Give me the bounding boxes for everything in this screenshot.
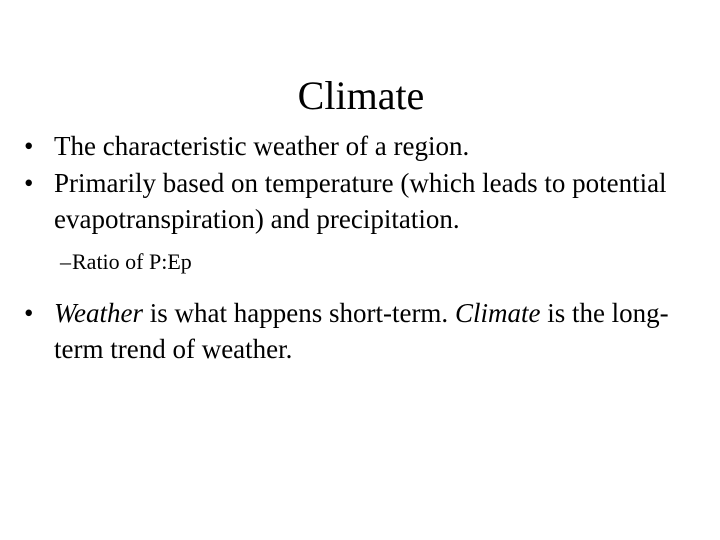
- bullet-text: is the long-term trend of weather.: [54, 298, 669, 364]
- bullet-text: is what happens short-term.: [143, 298, 455, 328]
- bullet-marker: •: [24, 298, 34, 328]
- bullet-marker: •: [24, 131, 34, 161]
- bullet-item: [20, 165, 710, 237]
- bullet-item: [20, 128, 710, 164]
- bullet-marker: •: [24, 168, 34, 198]
- bullet-text-emphasis: Climate: [454, 298, 541, 328]
- bullet-text: Primarily based on temperature (which leads to potential evapotranspiration) and precipitation.: [54, 168, 667, 234]
- slide-title: Climate: [297, 73, 425, 118]
- bullet-item: [20, 295, 710, 367]
- sub-bullet-item: [20, 247, 710, 277]
- bullet-text: The characteristic weather of a region.: [54, 131, 470, 161]
- sub-bullet-text: Ratio of P:Ep: [72, 249, 192, 274]
- bullet-text-emphasis: Weather: [54, 298, 143, 328]
- bullet-list: [20, 128, 710, 367]
- sub-bullet-marker: –: [60, 249, 71, 274]
